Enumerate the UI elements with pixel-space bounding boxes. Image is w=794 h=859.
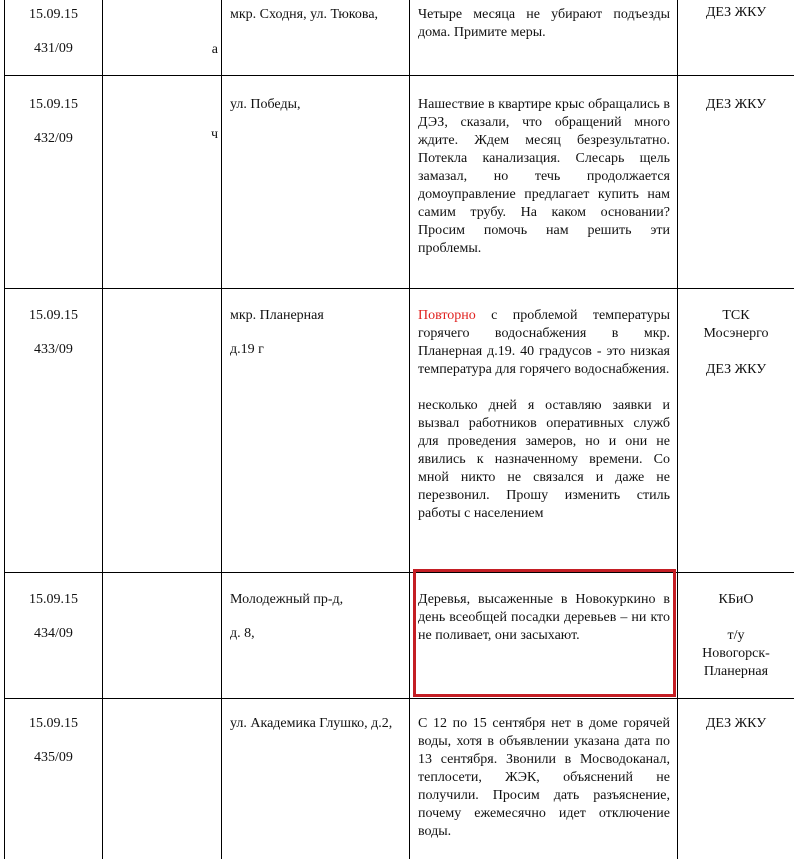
address-text: мкр. Сходня, ул. Тюкова, [230,6,403,24]
address-cell [222,0,410,75]
name-fragment: а [212,41,218,59]
table-row [5,288,794,572]
complaint-text: Нашествие в квартире крыс обращались в ДЭЗ, сказали, что обращений много ждите. Ждем месяц безрезультатно. Потекла канализация. Слесарь щель замазал, но течь продолжается домоуправление предлагает купить нам самим трубу. На каком основании? Просим помочь нам решить эти проблемы. [418,96,670,258]
complaint-cell [410,75,678,288]
organization-name: ДЕЗ ЖКУ [682,361,790,379]
row-date: 15.09.15 [5,96,102,114]
organization-cell [678,288,794,572]
organization-name: ДЕЗ ЖКУ [682,4,790,22]
organization-name: КБиО [682,591,790,609]
address-text: мкр. Планерная [230,307,403,325]
redacted-name-cell [103,698,222,859]
complaints-table [4,0,794,859]
address-house: д. 8, [230,625,403,643]
cell-divider [221,289,222,572]
organization-name: т/у Новогорск-Планерная [682,627,790,681]
complaint-text: Деревья, высаженные в Новокуркино в день всеобщей посадки деревьев – ни кто не поливает, они засыхают. [418,591,670,645]
table-row [5,698,794,859]
date-cell [5,698,103,859]
complaint-text-second: несколько дней я оставляю заявки и вызвал работников оперативных служб для проведения замеров, но и они не явились к назначенному времени. Со мной никто не связался и даже не перезвонил. Прошу изменить стиль работы с населением [418,397,670,523]
address-house: д.19 г [230,341,403,359]
cell-divider [221,0,222,75]
date-cell [5,0,103,75]
organization-name: ДЕЗ ЖКУ [682,96,790,114]
complaint-text [418,307,670,379]
organization-cell [678,0,794,75]
complaint-text: Четыре месяца не убирают подъезды дома. Примите меры. [418,6,670,42]
repeat-highlight: Повторно [418,308,476,323]
row-date: 15.09.15 [5,591,102,609]
row-number: 431/09 [5,40,102,58]
cell-divider [221,699,222,859]
table-row [5,0,794,75]
complaint-cell [410,288,678,572]
address-cell [222,698,410,859]
date-cell [5,75,103,288]
organization-cell [678,698,794,859]
name-fragment: ч [211,126,218,144]
address-text: ул. Победы, [230,96,403,114]
address-cell [222,572,410,698]
address-cell [222,288,410,572]
organization-cell [678,75,794,288]
row-number: 432/09 [5,130,102,148]
row-number: 433/09 [5,341,102,359]
table-row [5,572,794,698]
redacted-name-cell [103,288,222,572]
spacer [682,343,790,361]
row-number: 435/09 [5,749,102,767]
address-text: ул. Академика Глушко, д.2, [230,715,403,733]
spacer [682,609,790,627]
complaint-cell [410,572,678,698]
complaint-text: С 12 по 15 сентября нет в доме горячей воды, хотя в объявлении указана дата по 13 сентября. Звонили в Мосводоканал, теплосети, ЖЭК, объяснений не получили. Просим дать разъяснение, почему ежемесячно идет отключение воды. [418,715,670,841]
redacted-name-cell [103,572,222,698]
organization-cell [678,572,794,698]
cell-divider [221,76,222,288]
address-cell [222,75,410,288]
row-date: 15.09.15 [5,307,102,325]
complaint-text-rest: с проблемой температуры горячего водоснабжения в мкр. Планерная д.19. 40 градусов - это низкая температура для горячего водоснабжения. [418,308,670,377]
complaint-cell [410,0,678,75]
date-cell [5,288,103,572]
row-date: 15.09.15 [5,715,102,733]
address-text: Молодежный пр-д, [230,591,403,609]
organization-name: ДЕЗ ЖКУ [682,715,790,733]
table-row [5,75,794,288]
redacted-name-cell [103,0,222,75]
organization-name: ТСК Мосэнерго [682,307,790,343]
redacted-name-cell [103,75,222,288]
cell-divider [221,573,222,698]
row-number: 434/09 [5,625,102,643]
date-cell [5,572,103,698]
row-date: 15.09.15 [5,6,102,24]
complaint-cell [410,698,678,859]
